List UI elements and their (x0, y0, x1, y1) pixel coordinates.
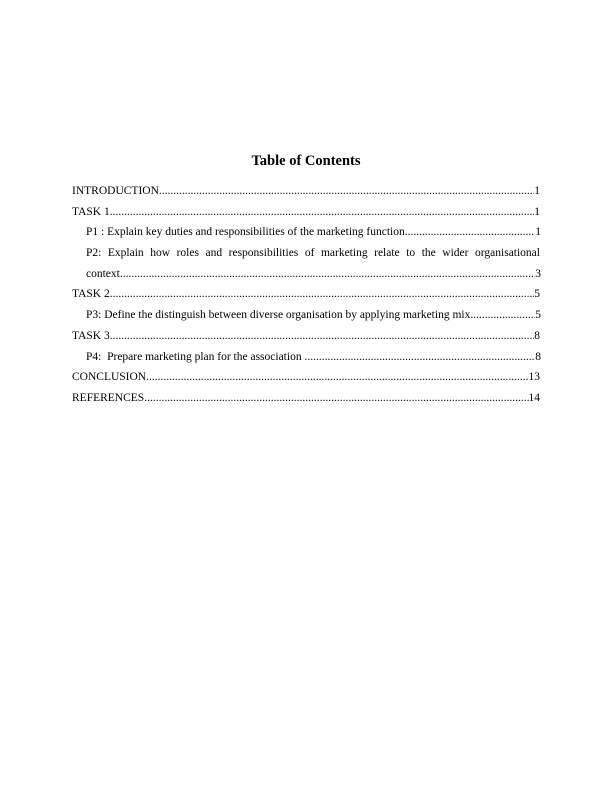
toc-page-number: 1 (535, 226, 541, 239)
toc-page-number: 13 (528, 371, 540, 384)
toc-entry-label-line-2: context (86, 267, 120, 280)
toc-entry-label: REFERENCES (72, 391, 145, 404)
toc-entry-task-2[interactable] (72, 284, 540, 305)
dot-leader (110, 202, 535, 223)
toc-entry-p4[interactable] (72, 347, 541, 368)
dot-leader (144, 388, 528, 409)
toc-entry-label: P4: Prepare marketing plan for the association (86, 350, 305, 363)
toc-page-number: 3 (535, 267, 541, 280)
page-title: Table of Contents (251, 153, 361, 169)
toc-page-number: 1 (534, 185, 540, 197)
toc-entry-references[interactable] (72, 388, 540, 409)
toc-entry-task-3[interactable] (72, 326, 540, 347)
toc-entry-p2-line-2 (72, 264, 541, 285)
toc-entry-introduction[interactable] (72, 181, 540, 202)
toc-entry-conclusion[interactable] (72, 367, 540, 388)
toc-entry-label: P3: Define the distinguish between diverse organisation by applying marketing mix (86, 309, 471, 322)
toc-entry-label: TASK 3 (72, 329, 110, 342)
toc-entry-p1[interactable] (72, 222, 541, 243)
toc-entry-label: CONCLUSION (72, 371, 147, 384)
dot-leader (120, 264, 535, 285)
table-of-contents (72, 181, 540, 409)
dot-leader (146, 367, 528, 388)
toc-entry-task-1[interactable] (72, 202, 540, 223)
toc-entry-label: INTRODUCTION (72, 185, 159, 197)
toc-entry-p3[interactable] (72, 305, 541, 326)
toc-page-number: 1 (534, 205, 540, 218)
toc-page-number: 5 (534, 288, 540, 301)
toc-entry-label: TASK 1 (72, 205, 110, 218)
toc-entry-label-line-1: P2: Explain how roles and responsibilities of marketing relate to the wider organisational (86, 247, 540, 260)
toc-page-number: 14 (528, 391, 540, 404)
toc-page-number: 5 (535, 309, 541, 322)
toc-page-number: 8 (534, 329, 540, 342)
dot-leader (304, 347, 535, 368)
dot-leader (405, 222, 536, 243)
dot-leader (159, 181, 534, 202)
dot-leader (110, 326, 535, 347)
toc-entry-label: P1 : Explain key duties and responsibilities of the marketing function (86, 226, 405, 239)
dot-leader (110, 284, 535, 305)
toc-page-number: 8 (535, 350, 541, 363)
dot-leader (470, 305, 535, 326)
toc-entry-p2[interactable] (72, 243, 540, 284)
toc-entry-label: TASK 2 (72, 288, 110, 301)
